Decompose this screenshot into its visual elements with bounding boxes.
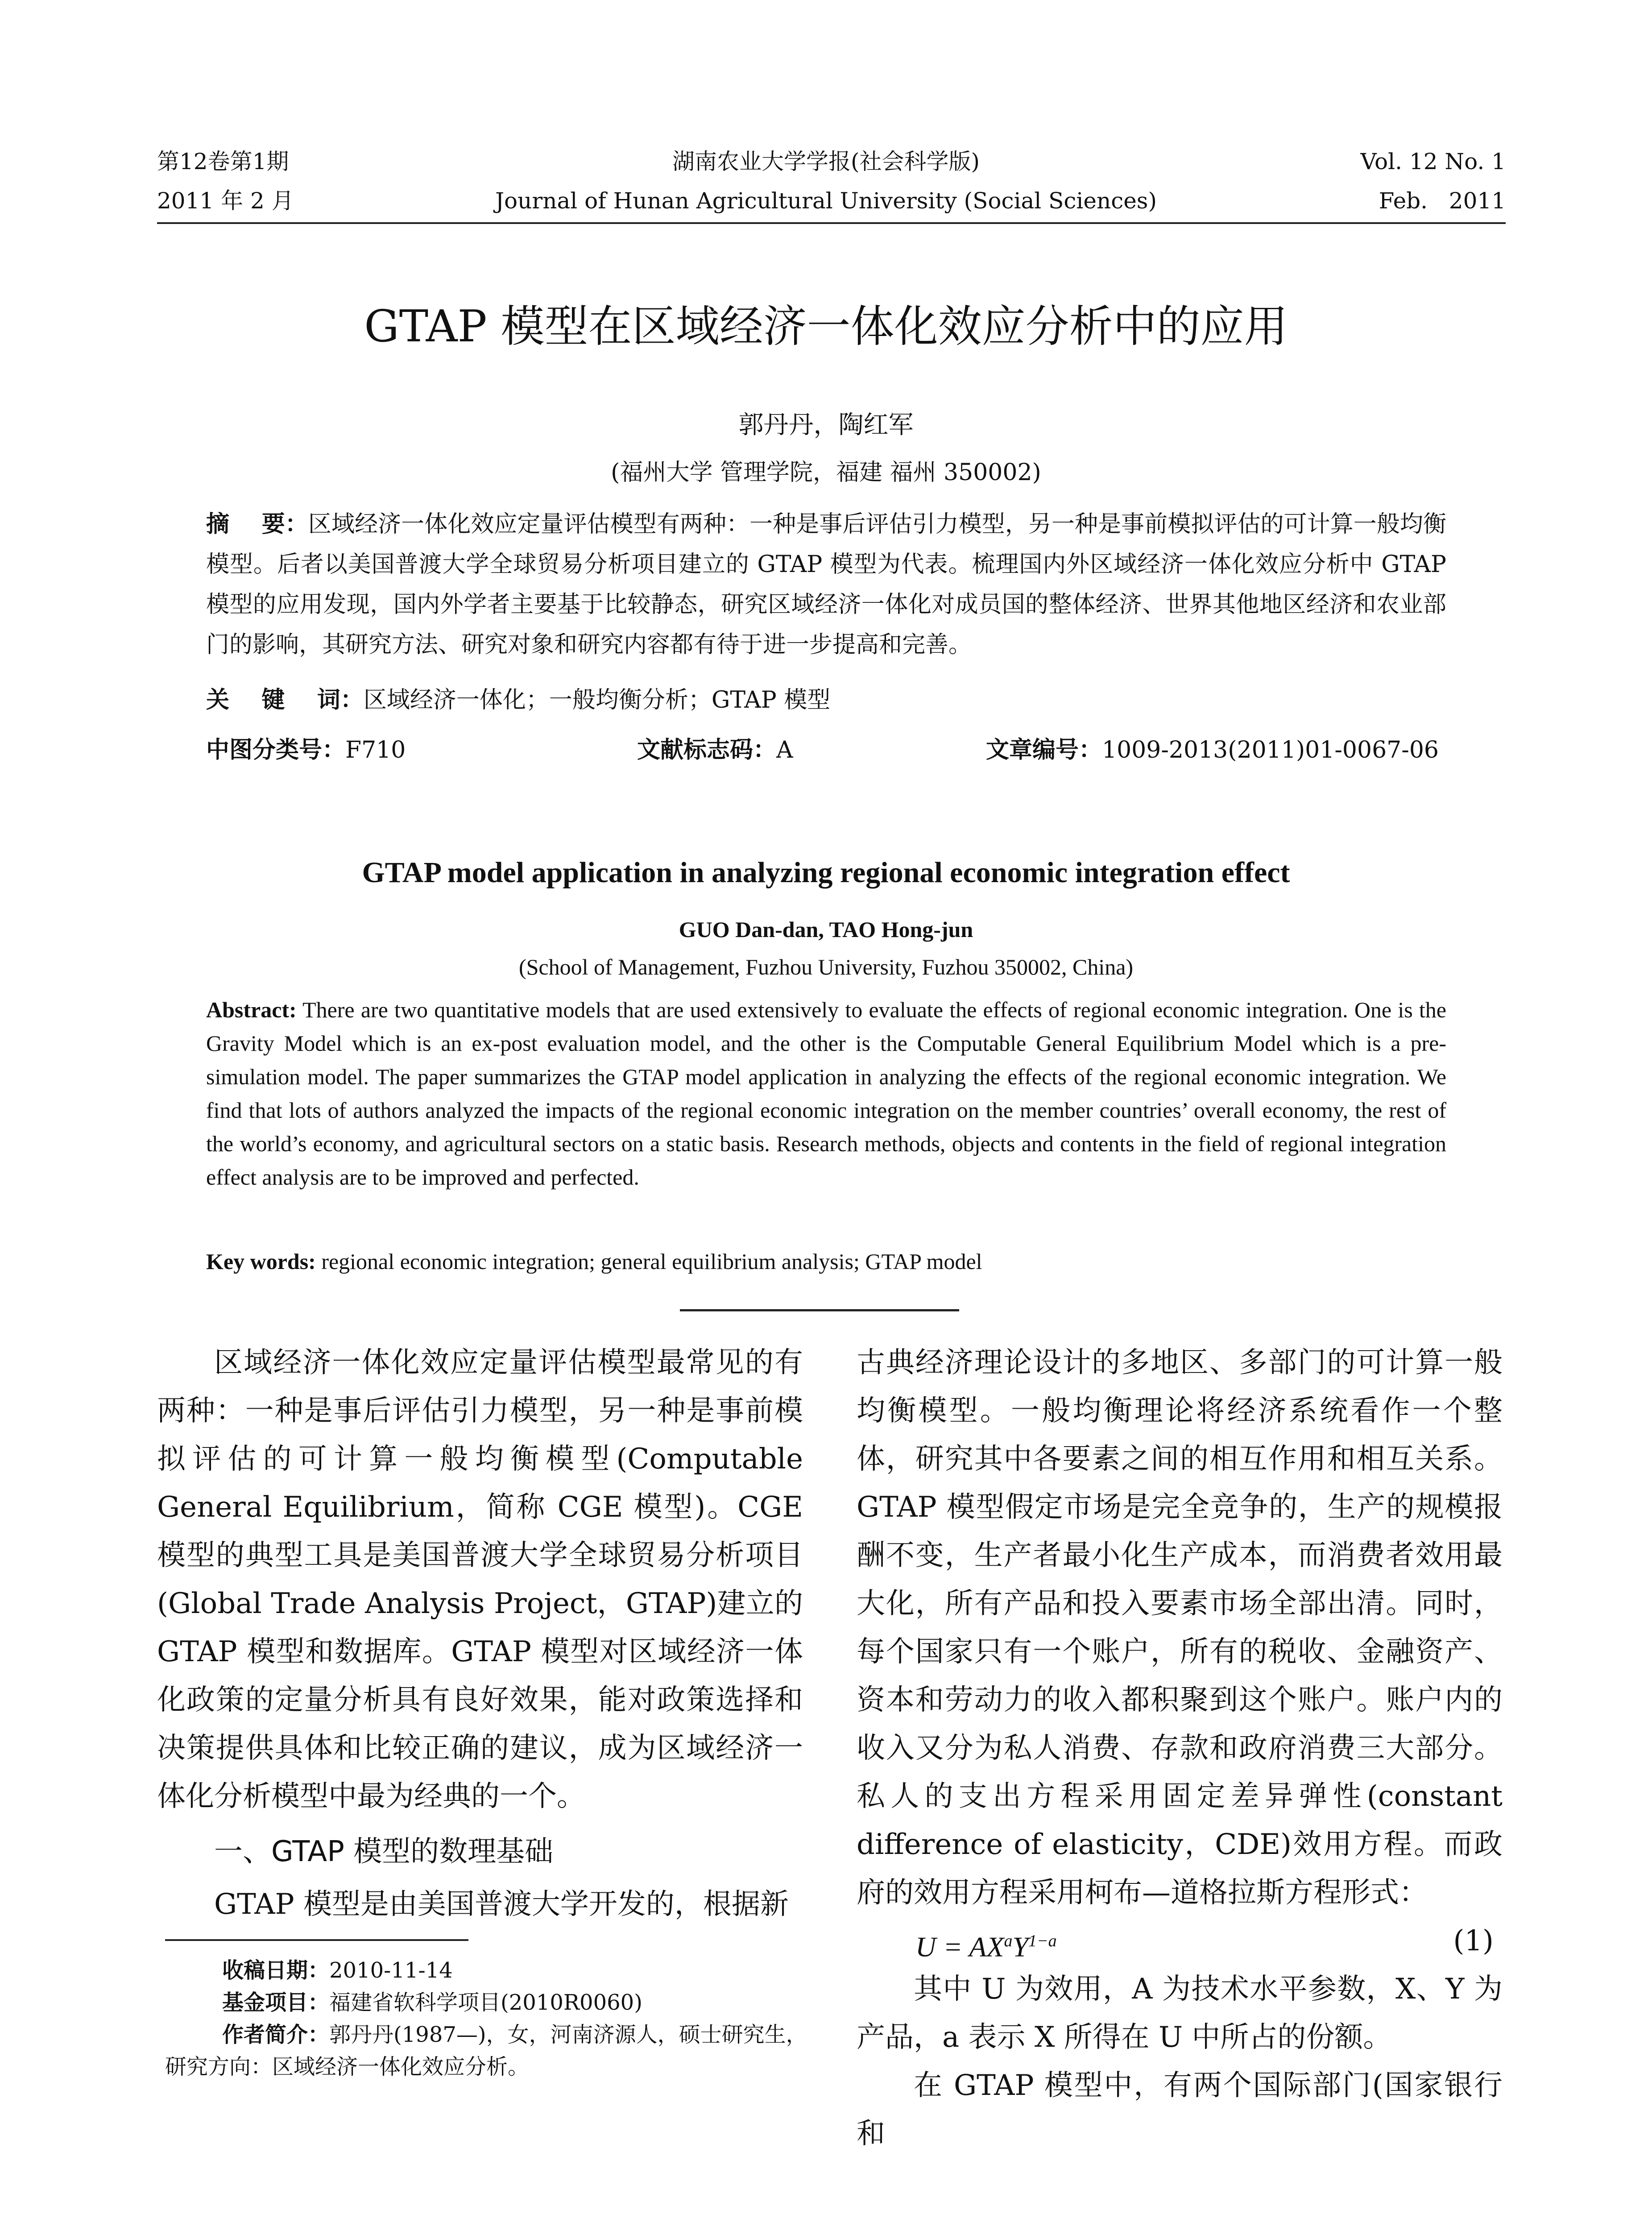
body-paragraph: 古典经济理论设计的多地区、多部门的可计算一般均衡模型。一般均衡理论将经济系统看作一个整体，研究其中各要素之间的相互作用和相互关系。GTAP 模型假定市场是完全竞争的，生产的规模报酬不变，生产者最小化生产成本，而消费者效用最大化，所有产品和投入要素市场全部出清。同时，每个国家只有一个账户，所有的税收、金融资产、资本和劳动力的收入都积聚到这个账户。账户内的收入又分为私人消费、存款和政府消费三大部分。私人的支出方程采用固定差异弹性(constant difference of elasticity，CDE)效用方程。而政府的效用方程采用柯布—道格拉斯方程形式： [857, 1346, 1503, 1909]
body-paragraph: 区域经济一体化效应定量评估模型最常见的有两种：一种是事后评估引力模型，另一种是事前模拟评估的可计算一般均衡模型(Computable General Equilibrium，简称 CGE 模型)。CGE 模型的典型工具是美国普渡大学全球贸易分析项目(Global Trade Analysis Project，GTAP)建立的 GTAP 模型和数据库。GTAP 模型对区域经济一体化政策的定量分析具有良好效果，能对政策选择和决策提供具体和比较正确的建议，成为区域经济一体化分析模型中最为经典的一个。 [157, 1346, 803, 1813]
author-bio-value: 郭丹丹(1987—)，女，河南济源人，硕士研究生，研究方向：区域经济一体化效应分析。 [165, 2022, 807, 2079]
fund-value: 福建省软科学项目(2010R0060) [329, 1990, 642, 2015]
keywords-cn-label: 关 键 词： [206, 687, 364, 713]
document-code-label: 文献标志码： [637, 737, 777, 763]
journal-volume-en: Vol. 12 No. 1 [1360, 149, 1506, 174]
keywords-en-label: Key words: [206, 1249, 316, 1274]
section-heading: 一、GTAP 模型的数理基础 [214, 1835, 554, 1868]
equation-exponent-a: a [1004, 1932, 1013, 1950]
journal-name-en: Journal of Hunan Agricultural University (Social Sciences) [495, 188, 1157, 214]
footnote-rule [165, 1939, 468, 1941]
abstract-cn-label: 摘 要： [206, 511, 308, 538]
paper-title-cn: GTAP 模型在区域经济一体化效应分析中的应用 [364, 301, 1288, 352]
journal-date-en: Feb. 2011 [1379, 188, 1506, 214]
equation-1 [857, 1917, 1503, 1965]
equation-exponent-1-a: 1−a [1028, 1932, 1057, 1950]
body-paragraph: GTAP 模型是由美国普渡大学开发的，根据新 [214, 1888, 789, 1921]
footnote-fund [165, 1986, 812, 2019]
journal-name-cn: 湖南农业大学学报(社会科学版) [672, 149, 980, 174]
equation-text [915, 1917, 1057, 1971]
abstract-cn-text: 区域经济一体化效应定量评估模型有两种：一种是事后评估引力模型，另一种是事前模拟评估的可计算一般均衡模型。后者以美国普渡大学全球贸易分析项目建立的 GTAP 模型为代表。梳理国内外区域经济一体化效应分析中 GTAP 模型的应用发现，国内外学者主要基于比较静态，研究区域经济一体化对成员国的整体经济、世界其他地区经济和农业部门的影响，其研究方法、研究对象和研究内容都有待于进一步提高和完善。 [206, 511, 1446, 658]
document-code [637, 730, 793, 770]
clc-number [206, 730, 406, 770]
keywords-cn-text: 区域经济一体化；一般均衡分析；GTAP 模型 [363, 687, 831, 713]
footnote-received [165, 1954, 812, 1986]
body-left-column [157, 1339, 803, 1928]
received-label: 收稿日期： [222, 1958, 330, 1983]
abstract-cn [206, 504, 1446, 665]
journal-volume-issue: 第12卷第1期 [157, 149, 289, 174]
header-rule [157, 222, 1506, 224]
article-number-label: 文章编号： [986, 737, 1102, 763]
equation-lhs: U = AX [915, 1931, 1004, 1963]
equation-number: (1) [1453, 1924, 1494, 1957]
body-right-column [857, 1339, 1503, 2158]
document-code-value: A [776, 737, 793, 763]
footnote-author [165, 2019, 812, 2083]
clc-value: F710 [345, 737, 406, 763]
paper-title-en: GTAP model application in analyzing regional economic integration effect [362, 856, 1290, 889]
abstract-en [206, 993, 1446, 1194]
abstract-en-text: There are two quantitative models that are used extensively to evaluate the effects of regional economic integration. One is the Gravity Model which is an ex-post evaluation model, and the other is the Computable General Equilibrium Model which is a pre-simulation model. The paper summarizes the GTAP model application in analyzing the effects of the regional economic integration. We find that lots of authors analyzed the impacts of the regional economic integration on the member countries’ overall economy, the rest of the world’s economy, and agricultural sectors on a static basis. Research methods, objects and contents in the field of regional integration effect analysis are to be improved and perfected. [206, 997, 1446, 1190]
journal-date: 2011 年 2 月 [157, 188, 294, 214]
abstract-separator [680, 1309, 959, 1311]
clc-label: 中图分类号： [206, 737, 346, 763]
keywords-en [206, 1245, 1446, 1278]
fund-label: 基金项目： [222, 1990, 330, 2015]
equation-y: Y [1012, 1931, 1029, 1963]
keywords-en-text: regional economic integration; general equilibrium analysis; GTAP model [321, 1249, 982, 1274]
article-number [986, 730, 1439, 770]
body-paragraph: 其中 U 为效用，A 为技术水平参数，X、Y 为产品，a 表示 X 所得在 U 中所占的份额。 [857, 1973, 1503, 2054]
authors-en: GUO Dan-dan, TAO Hong-jun [679, 917, 973, 942]
body-paragraph: 在 GTAP 模型中，有两个国际部门(国家银行和 [857, 2069, 1503, 2150]
affiliation-en: (School of Management, Fuzhou University, Fuzhou 350002, China) [518, 954, 1134, 979]
received-value: 2010-11-14 [329, 1958, 453, 1983]
authors-cn: 郭丹丹，陶红军 [738, 411, 914, 440]
keywords-cn [206, 680, 1446, 720]
author-bio-label: 作者简介： [222, 2022, 330, 2047]
footnote [165, 1954, 812, 2083]
abstract-en-label: Abstract: [206, 997, 297, 1022]
affiliation-cn: (福州大学 管理学院，福建 福州 350002) [611, 459, 1041, 486]
article-number-value: 1009-2013(2011)01-0067-06 [1102, 737, 1439, 763]
